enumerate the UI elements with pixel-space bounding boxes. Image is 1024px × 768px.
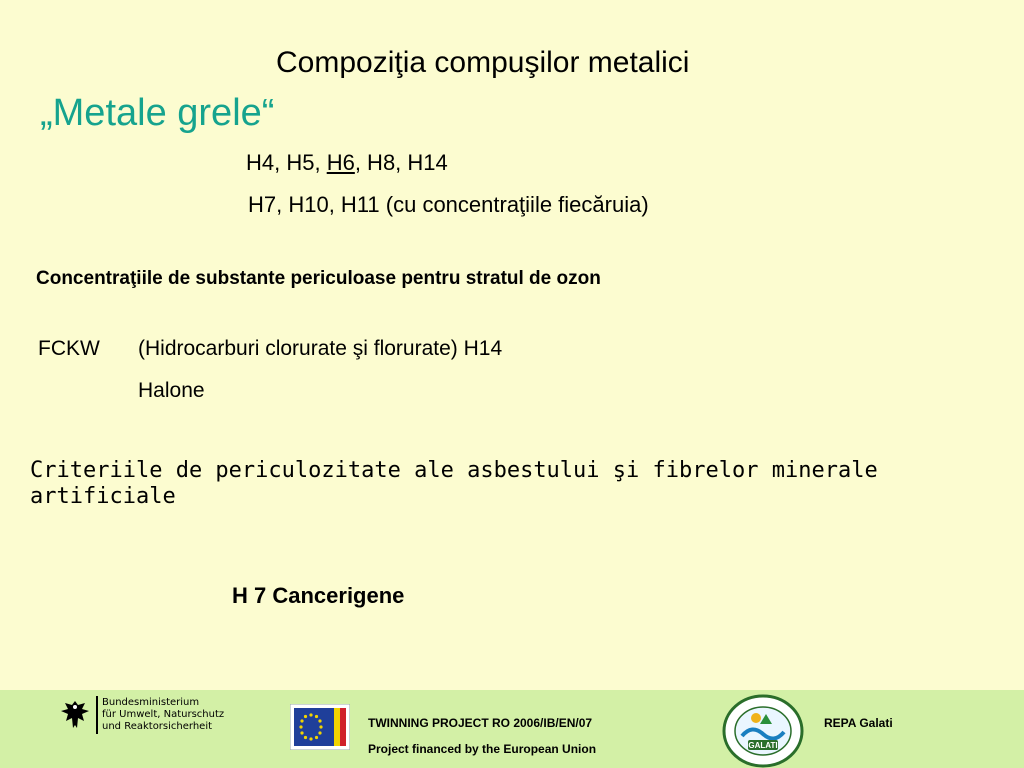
- slide-title: Compoziţia compuşilor metalici: [276, 46, 690, 79]
- federal-eagle-icon: [58, 698, 92, 732]
- financed-label: Project financed by the European Union: [368, 742, 597, 756]
- repa-label: REPA Galati: [824, 716, 893, 730]
- hazard-codes-part-a: H4, H5,: [246, 150, 327, 175]
- fckw-label: FCKW: [38, 337, 100, 360]
- bmu-line: Bundesministerium: [102, 697, 200, 708]
- bmu-line: für Umwelt, Naturschutz: [102, 709, 225, 720]
- repa-seal-text: GALATI: [748, 741, 778, 750]
- bmu-line: und Reaktorsicherheit: [102, 721, 213, 732]
- asbestos-criteria: Criteriile de periculozitate ale asbestului şi fibrelor minerale artificiale: [30, 458, 878, 509]
- ozone-heading: Concentraţiile de substante periculoase pentru stratul de ozon: [36, 268, 601, 289]
- eu-flag-icon: [290, 704, 350, 750]
- metale-grele-heading: „Metale grele“: [40, 92, 275, 134]
- twinning-project-label: TWINNING PROJECT RO 2006/IB/EN/07: [368, 716, 593, 730]
- h7-cancerigene: H 7 Cancerigene: [232, 583, 405, 608]
- bmu-text: [102, 697, 224, 733]
- hazard-codes-line-1: [246, 150, 448, 176]
- hazard-code-h6: H6: [326, 150, 355, 175]
- halone-label: Halone: [138, 379, 205, 402]
- repa-seal-icon: [722, 694, 804, 768]
- fckw-description: (Hidrocarburi clorurate şi florurate) H14: [138, 337, 503, 360]
- hazard-codes-line-2: H7, H10, H11 (cu concentraţiile fiecăruia): [248, 192, 649, 217]
- footer-band: [0, 690, 1024, 768]
- bmu-divider: [96, 696, 98, 734]
- hazard-codes-part-c: , H8, H14: [354, 150, 448, 175]
